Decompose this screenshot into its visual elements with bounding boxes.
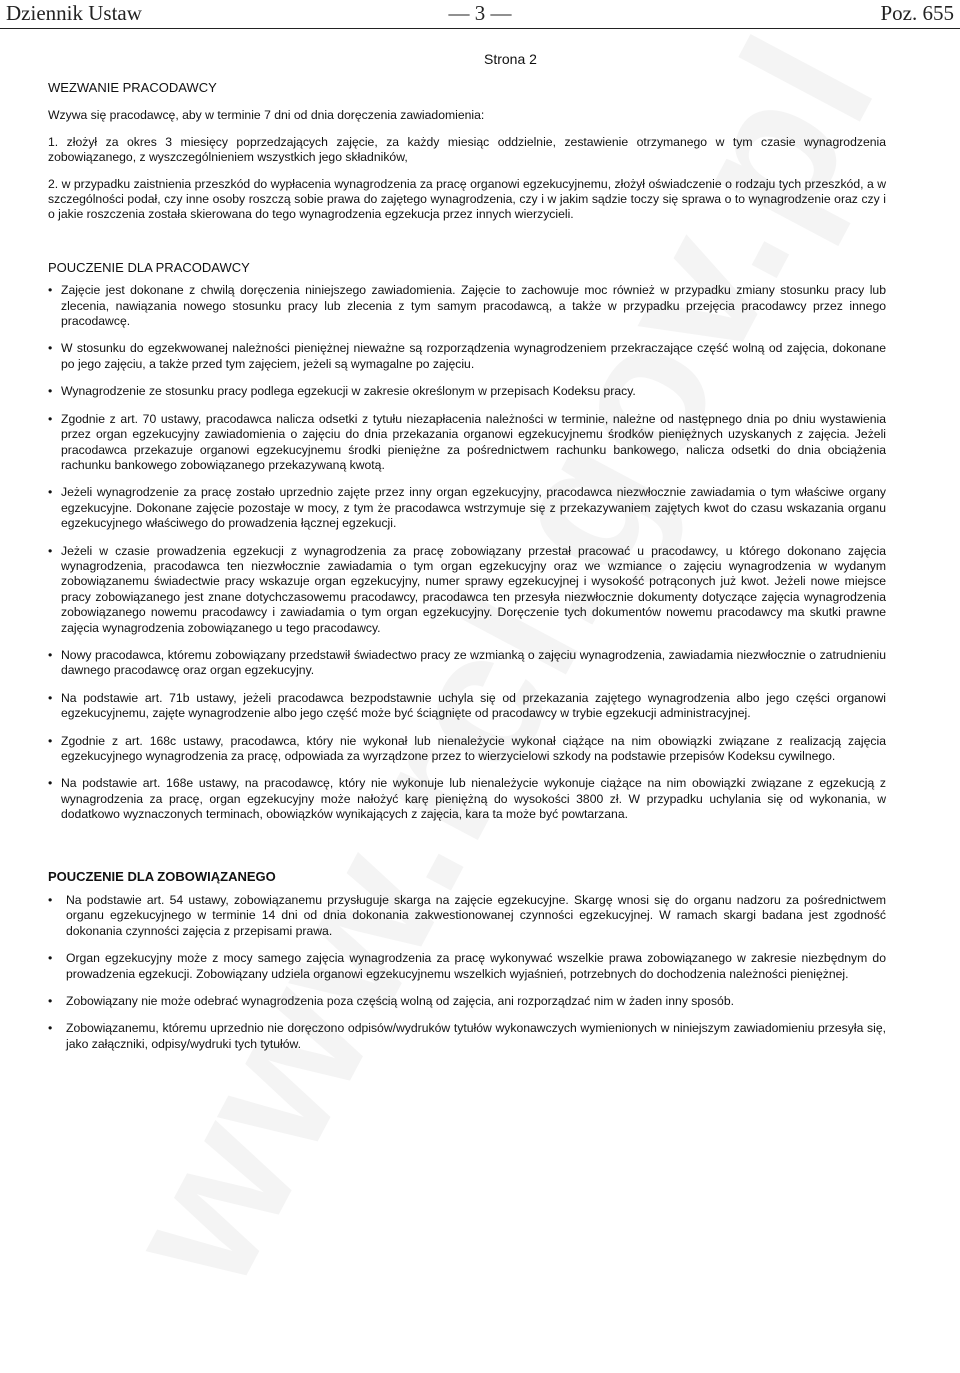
list-item bbox=[48, 734, 886, 765]
bullet-icon: • bbox=[48, 647, 53, 662]
list-item bbox=[48, 1021, 886, 1052]
list-item bbox=[48, 951, 886, 982]
bullet-icon: • bbox=[48, 543, 53, 558]
list-item bbox=[48, 544, 886, 636]
position-number: Poz. 655 bbox=[880, 1, 954, 25]
bullet-icon: • bbox=[48, 893, 53, 908]
summons-item: 2. w przypadku zaistnienia przeszkód do wypłacenia wynagrodzenia za pracę organowi egzekucyjnemu, złożył oświadczenie o rodzaju tych przeszkód, a w szczególności podał, czy inne osoby roszczą sobie prawa do zajętego wynagrodzenia, czy i w jakim sądzie toczy się sprawa o to wynagrodzenie oraz czy i o jakie roszczenia została skierowana do tego wynagrodzenia egzekucja przez innych wierzycieli. bbox=[48, 176, 886, 222]
gazette-header bbox=[0, 0, 960, 29]
summons-item: 1. złożył za okres 3 miesięcy poprzedzających zajęcie, za każdy miesiąc oddzielnie, zestawienie otrzymanego w tym czasie wynagrodzenia zobowiązanego, z wyszczególnieniem wszystkich jego składników, bbox=[48, 134, 886, 165]
bullet-icon: • bbox=[48, 776, 53, 791]
bullet-icon: • bbox=[48, 411, 53, 426]
debtor-instruction-list bbox=[48, 893, 886, 1052]
list-item-text: Nowy pracodawca, któremu zobowiązany przedstawił świadectwo pracy ze wzmianką o zajęciu wynagrodzenia, zawiadamia niezwłocznie o zatrudnieniu dawnego pracodawcę oraz organ egzekucyjny. bbox=[61, 647, 886, 678]
list-item-text: Zgodnie z art. 168c ustawy, pracodawca, który nie wykonał lub nienależycie wykonał ciążące na nim obowiązki związane z realizacją zajęcia egzekucyjnego wynagrodzenia za pracę, odpowiada za wyrządzone przez to wierzycielowi szkody na podstawie przepisów Kodeksu cywilnego. bbox=[61, 733, 886, 763]
list-item bbox=[48, 384, 886, 399]
list-item-text: Zobowiązanemu, któremu uprzednio nie doręczono odpisów/wydruków tytułów wykonawczych wymienionych w niniejszym zawiadomieniu przesyła się, jako załączniki, odpisy/wydruki tych tytułów. bbox=[66, 1021, 886, 1051]
list-item bbox=[48, 412, 886, 474]
page-number: — 3 — bbox=[448, 1, 512, 25]
section-heading-employer-instruction: POUCZENIE DLA PRACODAWCY bbox=[48, 259, 250, 275]
list-item-text: Zajęcie jest dokonane z chwilą doręczenia niniejszego zawiadomienia. Zajęcie to zachowuje moc również w przypadku zmiany stosunku pracy lub zlecenia, nawiązania nowego stosunku pracy lub zlecenia z tym samym pracodawcą, a także w przypadku przejęcia pracodawcy przez innego pracodawcę. bbox=[61, 283, 886, 329]
page-label: Strona 2 bbox=[484, 51, 537, 67]
list-item-text: W stosunku do egzekwowanej należności pieniężnej nieważne są rozporządzenia wynagrodzeniem przekraczające część wolną od zajęcia, dokonane po jego zajęciu, a także przed tym zajęciem, jeżeli są wymagalne po zajęciu. bbox=[61, 341, 886, 371]
bullet-icon: • bbox=[48, 283, 53, 298]
list-item-text: Na podstawie art. 71b ustawy, jeżeli pracodawca bezpodstawnie uchyla się od przekazania zajętego wynagrodzenia albo jego części organowi egzekucyjnemu, zajęte wynagrodzenie albo jego część może być ściągnięte od pracodawcy w trybie egzekucji administracyjnej. bbox=[61, 690, 886, 721]
list-item-text: Na podstawie art. 54 ustawy, zobowiązanemu przysługuje skarga na zajęcie egzekucyjne. Skargę wnosi się do organu nadzoru za pośrednictwem organu egzekucyjnego w terminie 14 dni od dnia dokonania zakwestionowanej czynności egzekucyjnej. W ramach skargi badana jest zgodność dokonania czynności zajęcia z przepisami prawa. bbox=[66, 893, 886, 938]
bullet-icon: • bbox=[48, 951, 53, 966]
bullet-icon: • bbox=[48, 733, 53, 748]
list-item-text: Jeżeli w czasie prowadzenia egzekucji z wynagrodzenia za pracę zobowiązany przestał pracować u pracodawcy, u którego dokonano zajęcia wynagrodzenia, pracodawca ten niezwłocznie zawiadamia o tym organ egzekucyjny oraz we wzmiance o zajęciu wynagrodzenia w wydanym zobowiązanemu świadectwie pracy wskazuje organ egzekucyjny, numer sprawy egzekucyjnej i wysokość potrąconych już kwot. Jeżeli nowe miejsce pracy zobowiązanego jest znane dotychczasowemu pracodawcy, pracodawca ten przesyła niezwłocznie dokumenty dotyczące zajęcia wynagrodzenia zobowiązanego nowemu pracodawcy i zawiadamia o tym organ egzekucyjny. Doręczenie tych dokumentów nowemu pracodawcy ma skutki prawne zajęcia wynagrodzenia zobowiązanego u tego pracodawcy. bbox=[61, 543, 886, 635]
document-body bbox=[48, 80, 886, 1064]
list-item-text: Zobowiązany nie może odebrać wynagrodzenia poza częścią wolną od zajęcia, ani rozporządzać nim w żaden inny sposób. bbox=[66, 994, 734, 1009]
list-item-text: Wynagrodzenie ze stosunku pracy podlega egzekucji w zakresie określonym w przepisach Kodeksu pracy. bbox=[61, 384, 636, 399]
bullet-icon: • bbox=[48, 341, 53, 356]
bullet-icon: • bbox=[48, 994, 53, 1009]
list-item-text: Jeżeli wynagrodzenie za pracę zostało uprzednio zajęte przez inny organ egzekucyjny, pracodawca niezwłocznie zawiadamia o tym właściwe organy egzekucyjne. Dokonane zajęcie pozostaje w mocy, z tym że pracodawca wstrzymuje się z przekazywaniem zajętych kwot do czasu wskazania organu egzekucyjnego właściwego do prowadzenia łącznej egzekucji. bbox=[61, 485, 886, 531]
list-item bbox=[48, 776, 886, 822]
list-item bbox=[48, 485, 886, 531]
gazette-title: Dziennik Ustaw bbox=[6, 1, 142, 25]
bullet-icon: • bbox=[48, 384, 53, 399]
bullet-icon: • bbox=[48, 1021, 53, 1036]
summons-intro: Wzywa się pracodawcę, aby w terminie 7 dni od dnia doręczenia zawiadomienia: bbox=[48, 108, 485, 123]
list-item-text: Na podstawie art. 168e ustawy, na pracodawcę, który nie wykonuje lub nienależycie wykonuje ciążące na nim obowiązki związane z egzekucją z wynagrodzenia za pracę, organ egzekucyjny może nałożyć karę pieniężną do wysokości 3800 zł. W przypadku uchylania się od wykonania, w dodatkowo wyznaczonych terminach, obowiązków wynikających z zajęcia, kara ta może być powtarzana. bbox=[61, 776, 886, 822]
list-item bbox=[48, 893, 886, 939]
list-item-text: Organ egzekucyjny może z mocy samego zajęcia wynagrodzenia za pracę wykonywać wszelkie prawa zobowiązanego w zakresie niezbędnym do prowadzenia egzekucji. Zobowiązany udziela organowi egzekucyjnemu wszelkich wyjaśnień, potrzebnych do dochodzenia należności pieniężnej. bbox=[66, 951, 886, 981]
list-item bbox=[48, 341, 886, 372]
section-heading-employer-summons: WEZWANIE PRACODAWCY bbox=[48, 80, 217, 95]
list-item bbox=[48, 648, 886, 679]
list-item bbox=[48, 994, 886, 1009]
bullet-icon: • bbox=[48, 485, 53, 500]
employer-instruction-list bbox=[48, 283, 886, 822]
section-heading-debtor-instruction: POUCZENIE DLA ZOBOWIĄZANEGO bbox=[48, 868, 276, 884]
list-item bbox=[48, 283, 886, 329]
list-item bbox=[48, 691, 886, 722]
list-item-text: Zgodnie z art. 70 ustawy, pracodawca nalicza odsetki z tytułu niezapłacenia należności w terminie, należne od następnego dnia po dniu wystawienia przez organ egzekucyjny zawiadomienia o zajęciu do dnia przekazania organowi egzekucyjnemu środków pieniężnych uzyskanych z zajęcia. Jeżeli pracodawca przekazuje organowi egzekucyjnemu środki pieniężne za pośrednictwem rachunku bankowego, nalicza odsetki do dnia obciążenia rachunku bankowego zobowiązanego przekazywaną kwotą. bbox=[61, 411, 886, 472]
bullet-icon: • bbox=[48, 690, 53, 705]
